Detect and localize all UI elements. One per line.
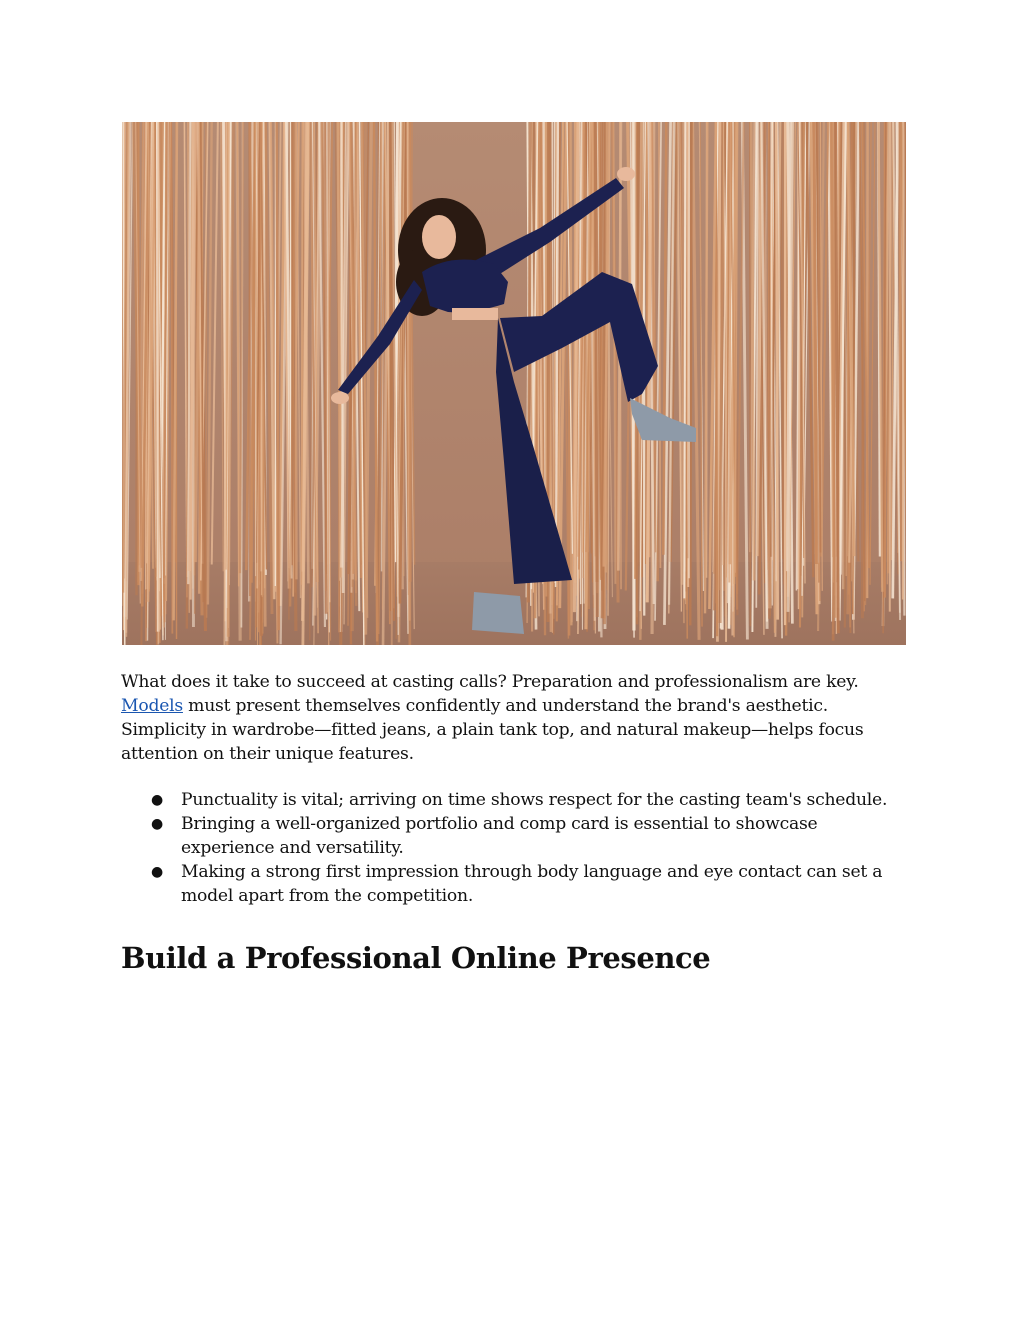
- bullet-icon: ●: [151, 864, 163, 880]
- list-item-text: Making a strong first impression through body language and eye contact can set a model apart from the competition.: [181, 862, 883, 906]
- tips-list: [121, 788, 911, 908]
- bullet-icon: ●: [151, 816, 163, 832]
- model-fringe-curtain-photo: [122, 122, 906, 645]
- bullet-icon: ●: [151, 792, 163, 808]
- intro-paragraph: [121, 670, 911, 766]
- list-item-text: Bringing a well-organized portfolio and comp card is essential to showcase experience and versatility.: [181, 814, 818, 858]
- intro-text-start: What does it take to succeed at casting calls? Preparation and professionalism are key.: [121, 672, 859, 692]
- section-heading: Build a Professional Online Presence: [121, 941, 711, 975]
- models-link[interactable]: Models: [121, 696, 183, 716]
- list-item-text: Punctuality is vital; arriving on time shows respect for the casting team's schedule.: [181, 790, 888, 810]
- article-body: [121, 670, 911, 978]
- article-photo: [122, 122, 906, 645]
- intro-text-end: must present themselves confidently and understand the brand's aesthetic. Simplicity in wardrobe—fitted jeans, a plain tank top, and natural makeup—helps focus attention on their unique features.: [121, 696, 864, 764]
- list-item: [121, 788, 911, 812]
- list-item: [121, 860, 911, 908]
- list-item: [121, 812, 911, 860]
